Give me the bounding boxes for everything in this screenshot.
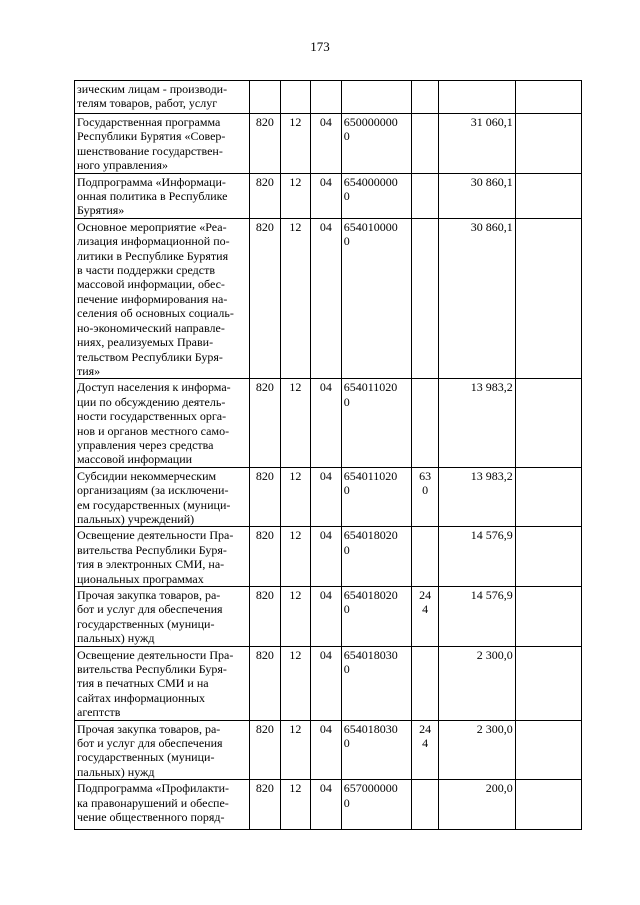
- table-row: [75, 467, 582, 527]
- section-code-cell: 12: [280, 218, 311, 378]
- expense-name-cell: зическим лицам - производи- телям товаров, работ, услуг: [75, 81, 250, 114]
- target-article-cell: 657000000 0: [341, 780, 411, 830]
- subsection-code-cell: 04: [311, 646, 342, 720]
- expense-name-cell: Освещение деятельности Пра- вительства Республики Буря- тия в печатных СМИ и на сайтах информационных агептств: [75, 646, 250, 720]
- amount-cell: 2 300,0: [439, 720, 515, 780]
- target-article-cell: 654011020 0: [341, 379, 411, 467]
- section-code-cell: 12: [280, 467, 311, 527]
- ministry-code-cell: 820: [250, 218, 281, 378]
- budget-table: [74, 80, 582, 830]
- amount-cell: 14 576,9: [439, 527, 515, 587]
- amount-cell: 2 300,0: [439, 646, 515, 720]
- section-code-cell: 12: [280, 173, 311, 218]
- empty-cell: [515, 646, 581, 720]
- expense-type-cell: [411, 114, 438, 174]
- ministry-code-cell: 820: [250, 720, 281, 780]
- expense-type-cell: [411, 527, 438, 587]
- target-article-cell: 654000000 0: [341, 173, 411, 218]
- ministry-code-cell: [250, 81, 281, 114]
- subsection-code-cell: 04: [311, 379, 342, 467]
- expense-name-cell: Прочая закупка товаров, ра- бот и услуг для обеспечения государственных (муници- пальных) нужд: [75, 587, 250, 647]
- empty-cell: [515, 218, 581, 378]
- amount-cell: 31 060,1: [439, 114, 515, 174]
- empty-cell: [515, 81, 581, 114]
- target-article-cell: 654018030 0: [341, 720, 411, 780]
- table-row: [75, 379, 582, 467]
- ministry-code-cell: 820: [250, 114, 281, 174]
- subsection-code-cell: 04: [311, 173, 342, 218]
- table-row: [75, 527, 582, 587]
- amount-cell: 200,0: [439, 780, 515, 830]
- subsection-code-cell: 04: [311, 780, 342, 830]
- expense-type-cell: 63 0: [411, 467, 438, 527]
- empty-cell: [515, 587, 581, 647]
- expense-type-cell: 24 4: [411, 587, 438, 647]
- empty-cell: [515, 720, 581, 780]
- expense-name-cell: Основное мероприятие «Реа- лизация информационной по- литики в Республике Бурятия в части поддержки средств массовой информации, обес- печение информирования на- селения об основных социаль- но-экономический направле- ниях, реализуемых Прави- тельством Республики Буря- тия»: [75, 218, 250, 378]
- amount-cell: 30 860,1: [439, 218, 515, 378]
- amount-cell: 13 983,2: [439, 467, 515, 527]
- expense-type-cell: [411, 173, 438, 218]
- section-code-cell: 12: [280, 379, 311, 467]
- table-row: [75, 173, 582, 218]
- empty-cell: [515, 379, 581, 467]
- expense-name-cell: Субсидии некоммерческим организациям (за исключени- ем государственных (муници- пальных) учреждений): [75, 467, 250, 527]
- target-article-cell: 654011020 0: [341, 467, 411, 527]
- section-code-cell: [280, 81, 311, 114]
- empty-cell: [515, 780, 581, 830]
- budget-table-body: [75, 81, 582, 830]
- expense-type-cell: [411, 379, 438, 467]
- amount-cell: [439, 81, 515, 114]
- table-row: [75, 81, 582, 114]
- ministry-code-cell: 820: [250, 527, 281, 587]
- expense-name-cell: Прочая закупка товаров, ра- бот и услуг для обеспечения государственных (муници- пальных) нужд: [75, 720, 250, 780]
- empty-cell: [515, 173, 581, 218]
- expense-name-cell: Подпрограмма «Профилакти- ка правонарушений и обеспе- чение общественного поряд-: [75, 780, 250, 830]
- subsection-code-cell: 04: [311, 467, 342, 527]
- expense-name-cell: Подпрограмма «Информаци- онная политика в Республике Бурятия»: [75, 173, 250, 218]
- table-row: [75, 114, 582, 174]
- empty-cell: [515, 467, 581, 527]
- subsection-code-cell: 04: [311, 218, 342, 378]
- target-article-cell: [341, 81, 411, 114]
- subsection-code-cell: 04: [311, 720, 342, 780]
- empty-cell: [515, 527, 581, 587]
- expense-name-cell: Государственная программа Республики Бурятия «Совер- шенствование государствен- ного управления»: [75, 114, 250, 174]
- ministry-code-cell: 820: [250, 780, 281, 830]
- ministry-code-cell: 820: [250, 467, 281, 527]
- section-code-cell: 12: [280, 646, 311, 720]
- section-code-cell: 12: [280, 587, 311, 647]
- table-row: [75, 720, 582, 780]
- target-article-cell: 654018020 0: [341, 587, 411, 647]
- section-code-cell: 12: [280, 527, 311, 587]
- target-article-cell: 654018020 0: [341, 527, 411, 587]
- expense-type-cell: [411, 81, 438, 114]
- section-code-cell: 12: [280, 780, 311, 830]
- amount-cell: 13 983,2: [439, 379, 515, 467]
- subsection-code-cell: 04: [311, 114, 342, 174]
- expense-type-cell: [411, 218, 438, 378]
- subsection-code-cell: 04: [311, 587, 342, 647]
- empty-cell: [515, 114, 581, 174]
- amount-cell: 30 860,1: [439, 173, 515, 218]
- subsection-code-cell: [311, 81, 342, 114]
- amount-cell: 14 576,9: [439, 587, 515, 647]
- table-row: [75, 780, 582, 830]
- expense-name-cell: Доступ населения к информа- ции по обсуждению деятель- ности государственных орга- нов и органов местного само- управления через средства массовой информации: [75, 379, 250, 467]
- target-article-cell: 650000000 0: [341, 114, 411, 174]
- ministry-code-cell: 820: [250, 379, 281, 467]
- table-row: [75, 587, 582, 647]
- target-article-cell: 654010000 0: [341, 218, 411, 378]
- expense-type-cell: 24 4: [411, 720, 438, 780]
- expense-type-cell: [411, 646, 438, 720]
- ministry-code-cell: 820: [250, 587, 281, 647]
- table-row: [75, 646, 582, 720]
- section-code-cell: 12: [280, 720, 311, 780]
- expense-type-cell: [411, 780, 438, 830]
- page-number: 173: [310, 39, 330, 54]
- table-row: [75, 218, 582, 378]
- ministry-code-cell: 820: [250, 646, 281, 720]
- ministry-code-cell: 820: [250, 173, 281, 218]
- subsection-code-cell: 04: [311, 527, 342, 587]
- expense-name-cell: Освещение деятельности Пра- вительства Республики Буря- тия в электронных СМИ, на- циональных программах: [75, 527, 250, 587]
- target-article-cell: 654018030 0: [341, 646, 411, 720]
- section-code-cell: 12: [280, 114, 311, 174]
